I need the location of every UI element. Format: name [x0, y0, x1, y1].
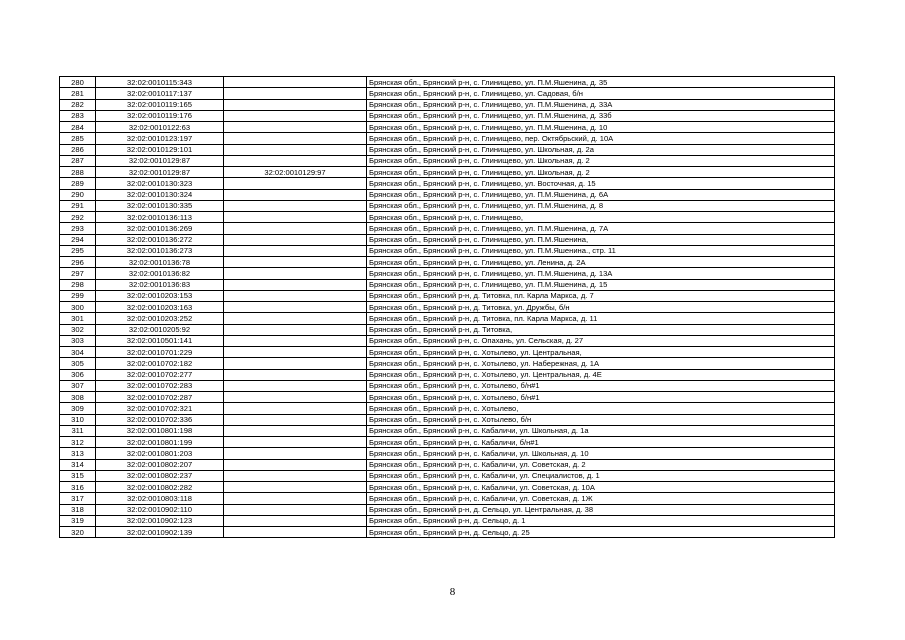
table-row: [60, 504, 835, 515]
address-cell: Брянская обл., Брянский р-н, с. Глинищево, ул. Школьная, д. 2: [367, 155, 835, 166]
address-cell: Брянская обл., Брянский р-н, с. Глинищево, ул. Восточная, д. 15: [367, 178, 835, 189]
cadastral-number-cell: 32:02:0010501:141: [96, 335, 224, 346]
table-row: [60, 234, 835, 245]
cadastral-number-cell: 32:02:0010902:139: [96, 527, 224, 538]
row-number-cell: 320: [60, 527, 96, 538]
linked-cadastral-number-cell: [224, 77, 367, 88]
table-row: [60, 144, 835, 155]
linked-cadastral-number-cell: [224, 245, 367, 256]
address-cell: Брянская обл., Брянский р-н, с. Кабаличи, ул. Советская, д. 10А: [367, 482, 835, 493]
linked-cadastral-number-cell: [224, 302, 367, 313]
cadastral-number-cell: 32:02:0010136:113: [96, 212, 224, 223]
address-cell: Брянская обл., Брянский р-н, с. Опахань, ул. Сельская, д. 27: [367, 335, 835, 346]
address-cell: Брянская обл., Брянский р-н, с. Хотылево, ул. Центральная,: [367, 347, 835, 358]
linked-cadastral-number-cell: [224, 437, 367, 448]
row-number-cell: 311: [60, 425, 96, 436]
address-cell: Брянская обл., Брянский р-н, д. Сельцо, д. 25: [367, 527, 835, 538]
cadastral-number-cell: 32:02:0010117:137: [96, 88, 224, 99]
row-number-cell: 284: [60, 122, 96, 133]
cadastral-number-cell: 32:02:0010701:229: [96, 347, 224, 358]
row-number-cell: 300: [60, 302, 96, 313]
table-row: [60, 380, 835, 391]
address-cell: Брянская обл., Брянский р-н, с. Глинищево, пер. Октябрьский, д. 10А: [367, 133, 835, 144]
row-number-cell: 315: [60, 470, 96, 481]
address-cell: Брянская обл., Брянский р-н, с. Глинищево,: [367, 212, 835, 223]
table-row: [60, 347, 835, 358]
row-number-cell: 287: [60, 155, 96, 166]
row-number-cell: 299: [60, 290, 96, 301]
address-cell: Брянская обл., Брянский р-н, с. Кабаличи, ул. Школьная, д. 1а: [367, 425, 835, 436]
linked-cadastral-number-cell: [224, 324, 367, 335]
address-cell: Брянская обл., Брянский р-н, с. Глинищево, ул. П.М.Яшенина, д. 8: [367, 200, 835, 211]
linked-cadastral-number-cell: [224, 133, 367, 144]
table-row: [60, 189, 835, 200]
address-cell: Брянская обл., Брянский р-н, с. Глинищево, ул. Садовая, б/н: [367, 88, 835, 99]
linked-cadastral-number-cell: [224, 99, 367, 110]
linked-cadastral-number-cell: [224, 290, 367, 301]
table-row: [60, 290, 835, 301]
table-row: [60, 437, 835, 448]
row-number-cell: 298: [60, 279, 96, 290]
table-row: [60, 527, 835, 538]
row-number-cell: 314: [60, 459, 96, 470]
cadastral-number-cell: 32:02:0010136:272: [96, 234, 224, 245]
linked-cadastral-number-cell: [224, 369, 367, 380]
cadastral-number-cell: 32:02:0010902:123: [96, 515, 224, 526]
linked-cadastral-number-cell: [224, 515, 367, 526]
address-cell: Брянская обл., Брянский р-н, д. Сельцо, ул. Центральная, д. 38: [367, 504, 835, 515]
linked-cadastral-number-cell: [224, 504, 367, 515]
cadastral-number-cell: 32:02:0010205:92: [96, 324, 224, 335]
row-number-cell: 295: [60, 245, 96, 256]
address-cell: Брянская обл., Брянский р-н, с. Хотылево, ул. Набережная, д. 1А: [367, 358, 835, 369]
cadastral-number-cell: 32:02:0010902:110: [96, 504, 224, 515]
row-number-cell: 319: [60, 515, 96, 526]
address-cell: Брянская обл., Брянский р-н, с. Глинищево, ул. Школьная, д. 2: [367, 167, 835, 178]
linked-cadastral-number-cell: [224, 347, 367, 358]
cadastral-number-cell: 32:02:0010130:335: [96, 200, 224, 211]
address-cell: Брянская обл., Брянский р-н, с. Кабаличи, ул. Специалистов, д. 1: [367, 470, 835, 481]
cadastral-number-cell: 32:02:0010130:323: [96, 178, 224, 189]
address-cell: Брянская обл., Брянский р-н, с. Хотылево, ул. Центральная, д. 4Е: [367, 369, 835, 380]
row-number-cell: 281: [60, 88, 96, 99]
linked-cadastral-number-cell: [224, 470, 367, 481]
table-row: [60, 122, 835, 133]
cadastral-number-cell: 32:02:0010119:176: [96, 110, 224, 121]
linked-cadastral-number-cell: [224, 448, 367, 459]
table-row: [60, 133, 835, 144]
address-cell: Брянская обл., Брянский р-н, с. Глинищево, ул. П.М.Яшенина., стр. 11: [367, 245, 835, 256]
address-cell: Брянская обл., Брянский р-н, с. Хотылево, б/н#1: [367, 380, 835, 391]
cadastral-number-cell: 32:02:0010130:324: [96, 189, 224, 200]
address-cell: Брянская обл., Брянский р-н, с. Кабаличи, ул. Советская, д. 2: [367, 459, 835, 470]
row-number-cell: 317: [60, 493, 96, 504]
table-body: [60, 77, 835, 538]
cadastral-number-cell: 32:02:0010802:207: [96, 459, 224, 470]
row-number-cell: 302: [60, 324, 96, 335]
linked-cadastral-number-cell: [224, 493, 367, 504]
linked-cadastral-number-cell: [224, 414, 367, 425]
cadastral-number-cell: 32:02:0010702:287: [96, 392, 224, 403]
cadastral-number-cell: 32:02:0010702:336: [96, 414, 224, 425]
table-row: [60, 257, 835, 268]
cadastral-number-cell: 32:02:0010702:182: [96, 358, 224, 369]
cadastral-number-cell: 32:02:0010801:203: [96, 448, 224, 459]
table-row: [60, 200, 835, 211]
table-row: [60, 403, 835, 414]
row-number-cell: 303: [60, 335, 96, 346]
cadastral-number-cell: 32:02:0010801:198: [96, 425, 224, 436]
cadastral-number-cell: 32:02:0010136:83: [96, 279, 224, 290]
linked-cadastral-number-cell: 32:02:0010129:97: [224, 167, 367, 178]
table-row: [60, 470, 835, 481]
linked-cadastral-number-cell: [224, 527, 367, 538]
linked-cadastral-number-cell: [224, 313, 367, 324]
table-row: [60, 369, 835, 380]
row-number-cell: 318: [60, 504, 96, 515]
linked-cadastral-number-cell: [224, 223, 367, 234]
linked-cadastral-number-cell: [224, 358, 367, 369]
linked-cadastral-number-cell: [224, 189, 367, 200]
table-row: [60, 425, 835, 436]
linked-cadastral-number-cell: [224, 257, 367, 268]
table-row: [60, 245, 835, 256]
address-cell: Брянская обл., Брянский р-н, с. Хотылево, б/н: [367, 414, 835, 425]
cadastral-number-cell: 32:02:0010123:197: [96, 133, 224, 144]
cadastral-number-cell: 32:02:0010203:163: [96, 302, 224, 313]
linked-cadastral-number-cell: [224, 144, 367, 155]
linked-cadastral-number-cell: [224, 200, 367, 211]
table-row: [60, 110, 835, 121]
row-number-cell: 282: [60, 99, 96, 110]
address-cell: Брянская обл., Брянский р-н, с. Глинищево, ул. П.М.Яшенина, д. 35: [367, 77, 835, 88]
table-row: [60, 335, 835, 346]
row-number-cell: 294: [60, 234, 96, 245]
table-row: [60, 358, 835, 369]
cadastral-number-cell: 32:02:0010801:199: [96, 437, 224, 448]
linked-cadastral-number-cell: [224, 122, 367, 133]
cadastral-number-cell: 32:02:0010136:273: [96, 245, 224, 256]
table-row: [60, 313, 835, 324]
address-cell: Брянская обл., Брянский р-н, с. Глинищево, ул. П.М.Яшенина, д. 33А: [367, 99, 835, 110]
page-number: 8: [449, 586, 456, 598]
row-number-cell: 285: [60, 133, 96, 144]
row-number-cell: 301: [60, 313, 96, 324]
table-row: [60, 212, 835, 223]
table-row: [60, 77, 835, 88]
row-number-cell: 308: [60, 392, 96, 403]
row-number-cell: 306: [60, 369, 96, 380]
row-number-cell: 280: [60, 77, 96, 88]
cadastral-number-cell: 32:02:0010136:78: [96, 257, 224, 268]
cadastral-number-cell: 32:02:0010129:101: [96, 144, 224, 155]
linked-cadastral-number-cell: [224, 212, 367, 223]
linked-cadastral-number-cell: [224, 392, 367, 403]
cadastral-number-cell: 32:02:0010122:63: [96, 122, 224, 133]
table-row: [60, 279, 835, 290]
cadastral-number-cell: 32:02:0010702:321: [96, 403, 224, 414]
linked-cadastral-number-cell: [224, 88, 367, 99]
linked-cadastral-number-cell: [224, 425, 367, 436]
table-row: [60, 459, 835, 470]
address-cell: Брянская обл., Брянский р-н, с. Глинищево, ул. П.М.Яшенина, д. 6А: [367, 189, 835, 200]
table-row: [60, 414, 835, 425]
linked-cadastral-number-cell: [224, 155, 367, 166]
address-cell: Брянская обл., Брянский р-н, с. Кабаличи, ул. Советская, д. 1Ж: [367, 493, 835, 504]
linked-cadastral-number-cell: [224, 110, 367, 121]
table-row: [60, 88, 835, 99]
cadastral-number-cell: 32:02:0010203:252: [96, 313, 224, 324]
cadastral-number-cell: 32:02:0010115:343: [96, 77, 224, 88]
address-cell: Брянская обл., Брянский р-н, д. Титовка, ул. Дружбы, б/н: [367, 302, 835, 313]
row-number-cell: 296: [60, 257, 96, 268]
row-number-cell: 313: [60, 448, 96, 459]
linked-cadastral-number-cell: [224, 482, 367, 493]
address-cell: Брянская обл., Брянский р-н, с. Глинищево, ул. П.М.Яшенина, д. 10: [367, 122, 835, 133]
row-number-cell: 304: [60, 347, 96, 358]
row-number-cell: 291: [60, 200, 96, 211]
cadastral-number-cell: 32:02:0010136:269: [96, 223, 224, 234]
address-cell: Брянская обл., Брянский р-н, с. Глинищево, ул. П.М.Яшенина, д. 15: [367, 279, 835, 290]
address-cell: Брянская обл., Брянский р-н, с. Кабаличи, б/н#1: [367, 437, 835, 448]
address-cell: Брянская обл., Брянский р-н, с. Глинищево, ул. Школьная, д. 2а: [367, 144, 835, 155]
address-cell: Брянская обл., Брянский р-н, с. Глинищево, ул. П.М.Яшенина, д. 13А: [367, 268, 835, 279]
address-cell: Брянская обл., Брянский р-н, д. Титовка, пл. Карла Маркса, д. 11: [367, 313, 835, 324]
cadastral-number-cell: 32:02:0010136:82: [96, 268, 224, 279]
table-row: [60, 223, 835, 234]
address-cell: Брянская обл., Брянский р-н, с. Кабаличи, ул. Школьная, д. 10: [367, 448, 835, 459]
table-row: [60, 302, 835, 313]
linked-cadastral-number-cell: [224, 178, 367, 189]
address-cell: Брянская обл., Брянский р-н, с. Хотылево, б/н#1: [367, 392, 835, 403]
row-number-cell: 297: [60, 268, 96, 279]
property-register-table: [59, 76, 835, 538]
row-number-cell: 288: [60, 167, 96, 178]
address-cell: Брянская обл., Брянский р-н, с. Глинищево, ул. Ленина, д. 2А: [367, 257, 835, 268]
cadastral-number-cell: 32:02:0010802:237: [96, 470, 224, 481]
linked-cadastral-number-cell: [224, 403, 367, 414]
table-row: [60, 268, 835, 279]
table-row: [60, 482, 835, 493]
cadastral-number-cell: 32:02:0010702:283: [96, 380, 224, 391]
table-row: [60, 99, 835, 110]
row-number-cell: 307: [60, 380, 96, 391]
row-number-cell: 290: [60, 189, 96, 200]
cadastral-number-cell: 32:02:0010803:118: [96, 493, 224, 504]
row-number-cell: 283: [60, 110, 96, 121]
table-row: [60, 448, 835, 459]
linked-cadastral-number-cell: [224, 279, 367, 290]
row-number-cell: 316: [60, 482, 96, 493]
cadastral-number-cell: 32:02:0010802:282: [96, 482, 224, 493]
cadastral-number-cell: 32:02:0010203:153: [96, 290, 224, 301]
row-number-cell: 289: [60, 178, 96, 189]
address-cell: Брянская обл., Брянский р-н, с. Глинищево, ул. П.М.Яшенина,: [367, 234, 835, 245]
address-cell: Брянская обл., Брянский р-н, д. Титовка, пл. Карла Маркса, д. 7: [367, 290, 835, 301]
table-row: [60, 178, 835, 189]
row-number-cell: 309: [60, 403, 96, 414]
cadastral-number-cell: 32:02:0010129:87: [96, 167, 224, 178]
table-row: [60, 155, 835, 166]
table-row: [60, 493, 835, 504]
address-cell: Брянская обл., Брянский р-н, д. Титовка,: [367, 324, 835, 335]
row-number-cell: 286: [60, 144, 96, 155]
linked-cadastral-number-cell: [224, 335, 367, 346]
cadastral-number-cell: 32:02:0010129:87: [96, 155, 224, 166]
row-number-cell: 292: [60, 212, 96, 223]
linked-cadastral-number-cell: [224, 459, 367, 470]
cadastral-number-cell: 32:02:0010119:165: [96, 99, 224, 110]
row-number-cell: 293: [60, 223, 96, 234]
linked-cadastral-number-cell: [224, 380, 367, 391]
table-row: [60, 167, 835, 178]
table-row: [60, 515, 835, 526]
cadastral-number-cell: 32:02:0010702:277: [96, 369, 224, 380]
row-number-cell: 305: [60, 358, 96, 369]
row-number-cell: 310: [60, 414, 96, 425]
linked-cadastral-number-cell: [224, 234, 367, 245]
address-cell: Брянская обл., Брянский р-н, с. Глинищево, ул. П.М.Яшенина, д. 33б: [367, 110, 835, 121]
table-row: [60, 324, 835, 335]
address-cell: Брянская обл., Брянский р-н, с. Глинищево, ул. П.М.Яшенина, д. 7А: [367, 223, 835, 234]
table-row: [60, 392, 835, 403]
linked-cadastral-number-cell: [224, 268, 367, 279]
row-number-cell: 312: [60, 437, 96, 448]
address-cell: Брянская обл., Брянский р-н, д. Сельцо, д. 1: [367, 515, 835, 526]
address-cell: Брянская обл., Брянский р-н, с. Хотылево,: [367, 403, 835, 414]
